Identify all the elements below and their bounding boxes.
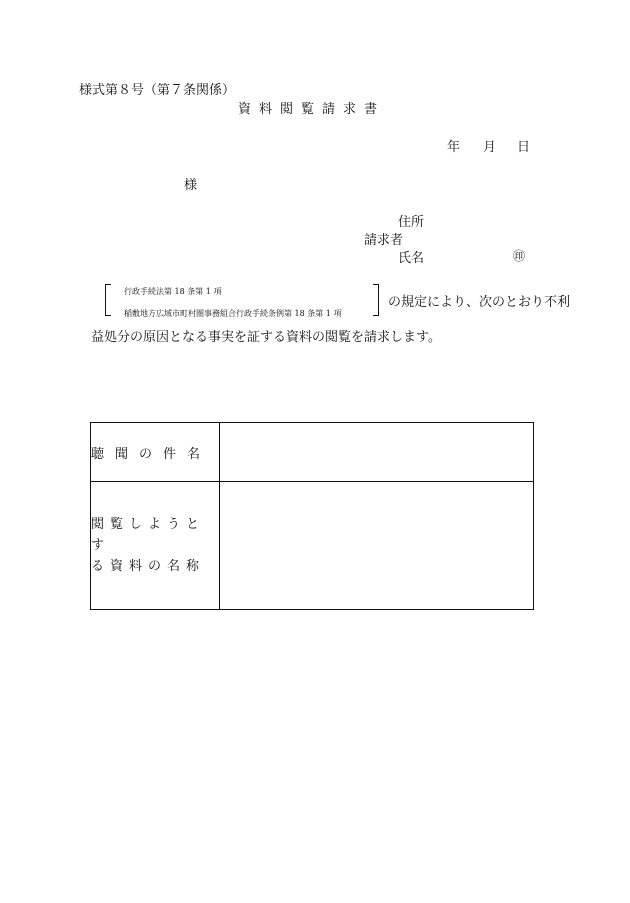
hearing-subject-field[interactable] — [220, 423, 534, 482]
materials-label — [91, 514, 219, 577]
hearing-subject-label: 聴聞の件名 — [91, 446, 212, 462]
table-row-hearing-subject — [91, 423, 534, 482]
materials-label-line-1: 閲覧しようとす — [91, 517, 206, 553]
law-option-inashiki-ordinance: 稲敷地方広域市町村圏事務組合行政手続条例第 18 条第 1 項 — [124, 309, 342, 318]
date-year-label: 年 — [447, 140, 461, 155]
hearing-subject-label-cell — [91, 423, 220, 482]
materials-name-field[interactable] — [220, 482, 534, 610]
right-bracket — [373, 284, 379, 316]
address-label: 住所 — [398, 215, 425, 230]
seal-mark: ㊞ — [513, 249, 526, 263]
law-option-administrative-procedure-act: 行政手続法第 18 条第 1 項 — [124, 287, 222, 296]
date-day-label: 日 — [517, 140, 531, 155]
materials-label-line-2: る資料の名称 — [91, 559, 206, 574]
left-bracket — [105, 284, 111, 316]
date-month-label: 月 — [483, 140, 497, 155]
body-text-line-2: 益処分の原因となる事実を証する資料の閲覧を請求します。 — [91, 330, 441, 345]
requester-label: 請求者 — [364, 233, 404, 248]
materials-label-cell — [91, 482, 220, 610]
body-text-line-1: の規定により、次のとおり不利 — [388, 295, 571, 310]
document-title: 資料閲覧請求書 — [238, 102, 386, 117]
addressee-suffix: 様 — [184, 178, 198, 193]
form-number: 様式第８号（第７条関係） — [79, 83, 236, 98]
request-table — [90, 422, 534, 610]
table-row-materials-name — [91, 482, 534, 610]
name-label: 氏名 — [398, 251, 425, 266]
